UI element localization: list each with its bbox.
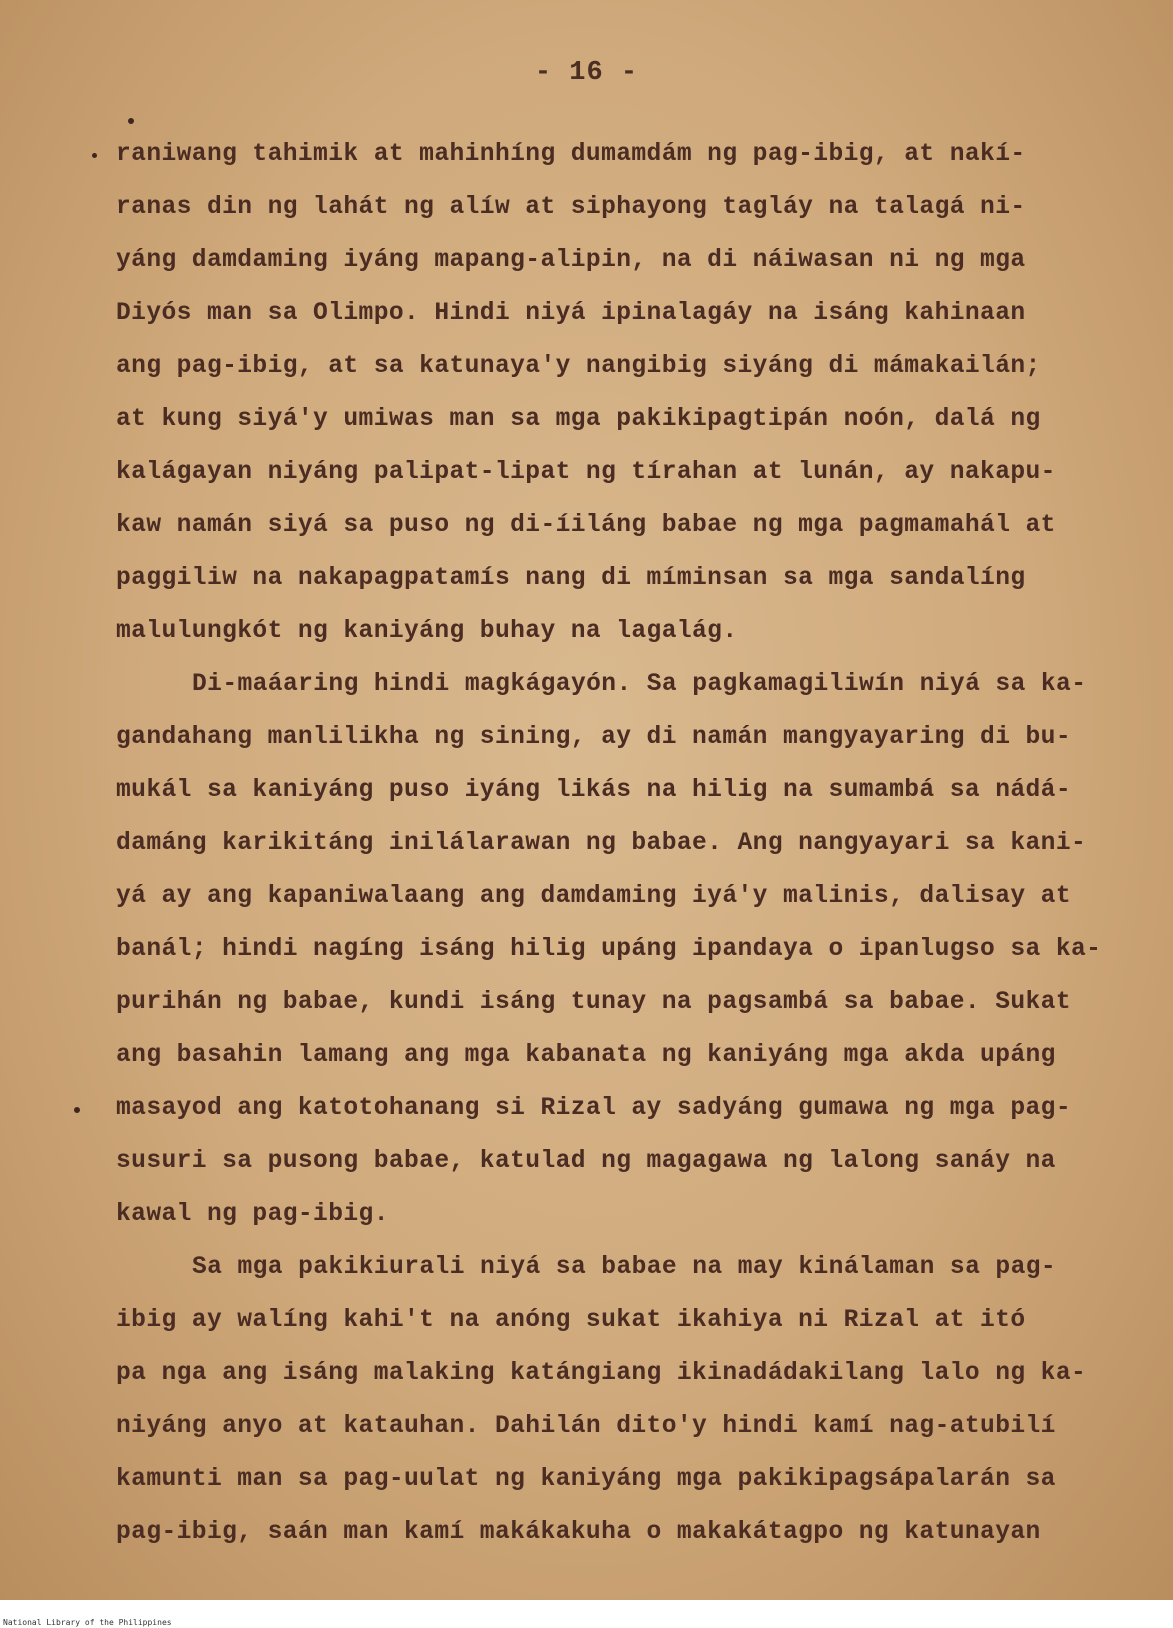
paragraph-3-line-3: pa nga ang isáng malaking katángiang ikinadádakilang lalo ng ka-: [116, 1360, 1087, 1387]
paragraph-3-line-5: kamunti man sa pag-uulat ng kaniyáng mga pakikipagsápalarán sa: [116, 1466, 1056, 1493]
paragraph-1-line-7: kalágayan niyáng palipat-lipat ng tírahan at lunán, ay nakapu-: [116, 459, 1056, 486]
paragraph-2-line-9: masayod ang katotohanang si Rizal ay sadyáng gumawa ng mga pag-: [116, 1095, 1071, 1122]
ink-speck: [92, 153, 97, 158]
paragraph-2-line-7: purihán ng babae, kundi isáng tunay na pagsambá sa babae. Sukat: [116, 989, 1071, 1016]
ink-speck: [128, 118, 134, 124]
paragraph-2-line-11: kawal ng pag-ibig.: [116, 1201, 389, 1228]
paragraph-2-line-3: mukál sa kaniyáng puso iyáng likás na hilig na sumambá sa nádá-: [116, 777, 1071, 804]
paragraph-1-line-1: raniwang tahimik at mahinhíng dumamdám ng pag-ibig, at nakí-: [116, 141, 1026, 168]
body-text: [116, 128, 1116, 1559]
paragraph-3-line-4: niyáng anyo at katauhan. Dahilán dito'y hindi kamí nag-atubilí: [116, 1413, 1056, 1440]
footer-credit: National Library of the Philippines: [3, 1618, 172, 1627]
paragraph-1-line-8: kaw namán siyá sa puso ng di-íiláng babae ng mga pagmamahál at: [116, 512, 1056, 539]
paragraph-2-line-1: Di-maáaring hindi magkágayón. Sa pagkamagiliwín niyá sa ka-: [192, 671, 1087, 698]
paragraph-1-line-2: ranas din ng lahát ng alíw at siphayong tagláy na talagá ni-: [116, 194, 1026, 221]
paragraph-3-line-2: ibig ay walíng kahi't na anóng sukat ikahiya ni Rizal at itó: [116, 1307, 1026, 1334]
paragraph-2-line-5: yá ay ang kapaniwalaang ang damdaming iyá'y malinis, dalisay at: [116, 883, 1071, 910]
paragraph-1-line-6: at kung siyá'y umiwas man sa mga pakikipagtipán noón, dalá ng: [116, 406, 1041, 433]
paragraph-3-line-6: pag-ibig, saán man kamí makákakuha o makakátagpo ng katunayan: [116, 1519, 1041, 1546]
footer-strip: [0, 1603, 1173, 1628]
paragraph-1-line-4: Diyós man sa Olimpo. Hindi niyá ipinalagáy na isáng kahinaan: [116, 300, 1026, 327]
paragraph-1-line-3: yáng damdaming iyáng mapang-alipin, na di náiwasan ni ng mga: [116, 247, 1026, 274]
page-number: - 16 -: [534, 58, 639, 88]
paragraph-2-line-2: gandahang manlilikha ng sining, ay di namán mangyayaring di bu-: [116, 724, 1071, 751]
paragraph-2-line-6: banál; hindi nagíng isáng hilig upáng ipandaya o ipanlugso sa ka-: [116, 936, 1102, 963]
paragraph-3-line-1: Sa mga pakikiurali niyá sa babae na may kinálaman sa pag-: [192, 1254, 1057, 1281]
ink-speck: [74, 1107, 80, 1113]
paragraph-1-line-9: paggiliw na nakapagpatamís nang di míminsan sa mga sandalíng: [116, 565, 1026, 592]
paragraph-1-line-10: malulungkót ng kaniyáng buhay na lagalág.: [116, 618, 738, 645]
paragraph-1-line-5: ang pag-ibig, at sa katunaya'y nangibig siyáng di mámakailán;: [116, 353, 1041, 380]
paragraph-2-line-4: damáng karikitáng inilálarawan ng babae. Ang nangyayari sa kani-: [116, 830, 1087, 857]
paragraph-2-line-10: susuri sa pusong babae, katulad ng magagawa ng lalong sanáy na: [116, 1148, 1056, 1175]
paragraph-2-line-8: ang basahin lamang ang mga kabanata ng kaniyáng mga akda upáng: [116, 1042, 1056, 1069]
